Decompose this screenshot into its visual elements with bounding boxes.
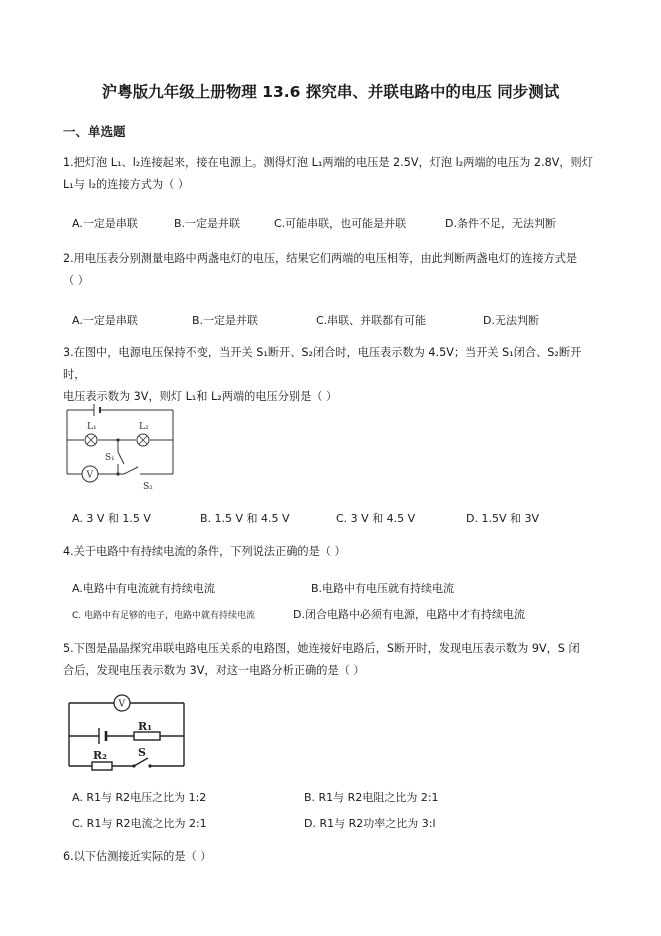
resistor-r2-icon: [92, 762, 112, 770]
question-4: [63, 541, 603, 563]
svg-text:V: V: [86, 470, 93, 481]
svg-text:V: V: [118, 699, 125, 710]
q2-option-d: D.无法判断: [483, 314, 539, 327]
question-5-line-2: 合后，发现电压表示数为 3V，对这一电路分析正确的是（ ）: [63, 664, 365, 677]
q5-option-c: C. R1与 R2电流之比为 2:1: [72, 817, 207, 830]
q5-option-b: B. R1与 R2电阻之比为 2:1: [304, 791, 439, 804]
q4-option-a: A.电路中有电流就有持续电流: [72, 582, 215, 595]
label-s1: S₁: [105, 453, 115, 463]
q1-option-a: A.一定是串联: [72, 217, 138, 230]
question-2: [63, 248, 603, 292]
question-1-line-1: 1.把灯泡 L₁、l₂连接起来，接在电源上。测得灯泡 L₁两端的电压是 2.5V，灯泡 l₂两端的电压为 2.8V，则灯: [63, 156, 593, 169]
q3-option-c: C. 3 V 和 4.5 V: [336, 512, 416, 525]
switch-terminal: [148, 764, 151, 767]
resistor-r1-icon: [134, 732, 160, 740]
junction-dot: [116, 472, 119, 475]
question-2-line-1: 2.用电压表分别测量电路中两盏电灯的电压，结果它们两端的电压相等，由此判断两盏电灯的连接方式是: [63, 252, 578, 265]
q1-option-c: C.可能串联，也可能是并联: [274, 217, 407, 230]
q3-option-a: A. 3 V 和 1.5 V: [72, 512, 151, 525]
label-l1: L₁: [87, 422, 97, 432]
q1-option-b: B.一定是并联: [174, 217, 241, 230]
q4-option-c: C. 电路中有足够的电子，电路中就有持续电流: [72, 611, 256, 621]
q2-option-a: A.一定是串联: [72, 314, 138, 327]
switch-s-icon: [134, 758, 148, 766]
label-s2: S₂: [143, 482, 153, 492]
q1-option-d: D.条件不足，无法判断: [445, 217, 556, 230]
q4-option-b: B.电路中有电压就有持续电流: [311, 582, 455, 595]
lamp-l2-icon: [137, 434, 149, 446]
section-heading: 一、单选题: [63, 124, 126, 139]
question-4-line-1: 4.关于电路中有持续电流的条件，下列说法正确的是（ ）: [63, 545, 346, 558]
question-3-line-2: 电压表示数为 3V，则灯 L₁和 L₂两端的电压分别是（ ）: [63, 390, 338, 403]
q3-option-d: D. 1.5V 和 3V: [466, 512, 539, 525]
switch-s2-icon: [124, 467, 138, 474]
question-6: [63, 846, 603, 868]
q5-option-a: A. R1与 R2电压之比为 1:2: [72, 791, 207, 804]
q5-option-d: D. R1与 R2功率之比为 3:l: [304, 817, 436, 830]
label-l2: L₂: [139, 422, 149, 432]
label-r1: R₁: [138, 720, 152, 733]
circuit-diagram-q5: [64, 688, 192, 774]
question-5: [63, 638, 603, 682]
q2-option-b: B.一定是并联: [192, 314, 259, 327]
question-1: [63, 152, 603, 196]
q3-option-b: B. 1.5 V 和 4.5 V: [200, 512, 290, 525]
circuit-diagram-q3: [58, 396, 183, 492]
question-3-line-1: 3.在图中，电源电压保持不变，当开关 S₁断开、S₂闭合时，电压表示数为 4.5V；当开关 S₁闭合、S₂断开时，: [63, 346, 582, 381]
voltmeter-icon: [82, 466, 98, 482]
q2-option-c: C.串联、并联都有可能: [316, 314, 427, 327]
label-r2: R₂: [93, 749, 107, 762]
question-6-line-1: 6.以下估测接近实际的是（ ）: [63, 850, 212, 863]
voltmeter-icon: [114, 695, 130, 711]
junction-dot: [116, 438, 119, 441]
switch-s1-icon: [118, 452, 124, 464]
question-2-line-2: （ ）: [63, 274, 89, 287]
page-title: 沪粤版九年级上册物理 13.6 探究串、并联电路中的电压 同步测试: [101, 83, 560, 101]
question-1-line-2: L₁与 l₂的连接方式为（ ）: [63, 178, 190, 191]
label-s: S: [138, 746, 146, 759]
q4-option-d: D.闭合电路中必须有电源，电路中才有持续电流: [293, 608, 525, 621]
lamp-l1-icon: [85, 434, 97, 446]
question-5-line-1: 5.下图是晶晶探究串联电路电压关系的电路图，她连接好电路后，S断开时，发现电压表示数为 9V，S 闭: [63, 642, 580, 655]
